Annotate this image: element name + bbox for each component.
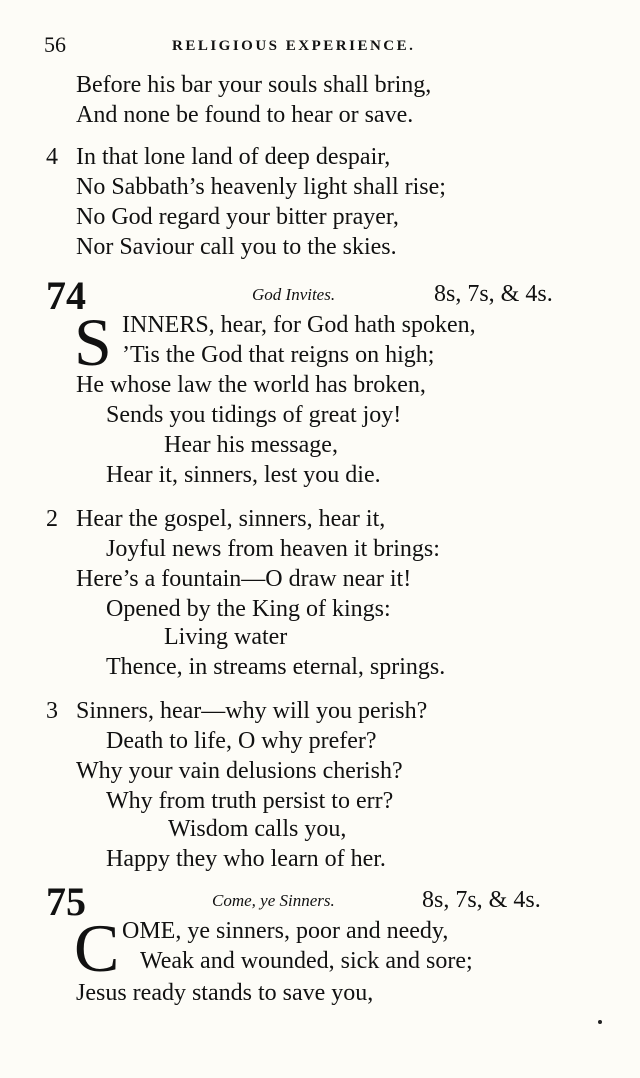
- verse-line: He whose law the world has broken,: [76, 372, 426, 398]
- verse-line: Nor Saviour call you to the skies.: [76, 234, 397, 260]
- verse-line: And none be found to hear or save.: [76, 102, 414, 128]
- verse-line: Why from truth persist to err?: [106, 788, 394, 814]
- hymn-meter: 8s, 7s, & 4s.: [434, 281, 553, 307]
- verse-line: Opened by the King of kings:: [106, 596, 391, 622]
- verse-line: In that lone land of deep despair,: [76, 144, 391, 170]
- stanza-number: 3: [46, 698, 58, 724]
- verse-line: Thence, in streams eternal, springs.: [106, 654, 446, 680]
- page-number: 56: [44, 32, 66, 57]
- drop-cap: C: [74, 910, 120, 986]
- verse-line: Jesus ready stands to save you,: [76, 980, 374, 1006]
- hymn-number: 74: [46, 273, 86, 318]
- verse-line: Hear his message,: [164, 432, 338, 458]
- verse-line: Hear the gospel, sinners, hear it,: [76, 506, 386, 532]
- ink-speck: [598, 1020, 602, 1024]
- hymn-title: God Invites.: [252, 285, 336, 304]
- verse-line: INNERS, hear, for God hath spoken,: [122, 312, 476, 338]
- verse-line: Happy they who learn of her.: [106, 846, 386, 872]
- verse-line: Joyful news from heaven it brings:: [106, 536, 440, 562]
- verse-line: Wisdom calls you,: [168, 816, 347, 842]
- hymn-meter: 8s, 7s, & 4s.: [422, 887, 541, 913]
- hymn-number: 75: [46, 879, 86, 924]
- verse-line: Living water: [164, 624, 288, 650]
- drop-cap: S: [74, 304, 112, 380]
- verse-line: Death to life, O why prefer?: [106, 728, 377, 754]
- verse-line: Sends you tidings of great joy!: [106, 402, 402, 428]
- stanza-number: 4: [46, 144, 58, 170]
- verse-line: No God regard your bitter prayer,: [76, 204, 399, 230]
- verse-line: Weak and wounded, sick and sore;: [140, 948, 473, 974]
- stanza-number: 2: [46, 506, 58, 532]
- verse-line: No Sabbath’s heavenly light shall rise;: [76, 174, 446, 200]
- hymn-title: Come, ye Sinners.: [212, 891, 335, 910]
- running-title: RELIGIOUS EXPERIENCE.: [172, 38, 416, 54]
- verse-line: Sinners, hear—why will you perish?: [76, 698, 428, 724]
- verse-line: Why your vain delusions cherish?: [76, 758, 403, 784]
- verse-line: Hear it, sinners, lest you die.: [106, 462, 381, 488]
- verse-line: OME, ye sinners, poor and needy,: [122, 918, 449, 944]
- verse-line: Before his bar your souls shall bring,: [76, 72, 432, 98]
- verse-line: ’Tis the God that reigns on high;: [122, 342, 435, 368]
- verse-line: Here’s a fountain—O draw near it!: [76, 566, 412, 592]
